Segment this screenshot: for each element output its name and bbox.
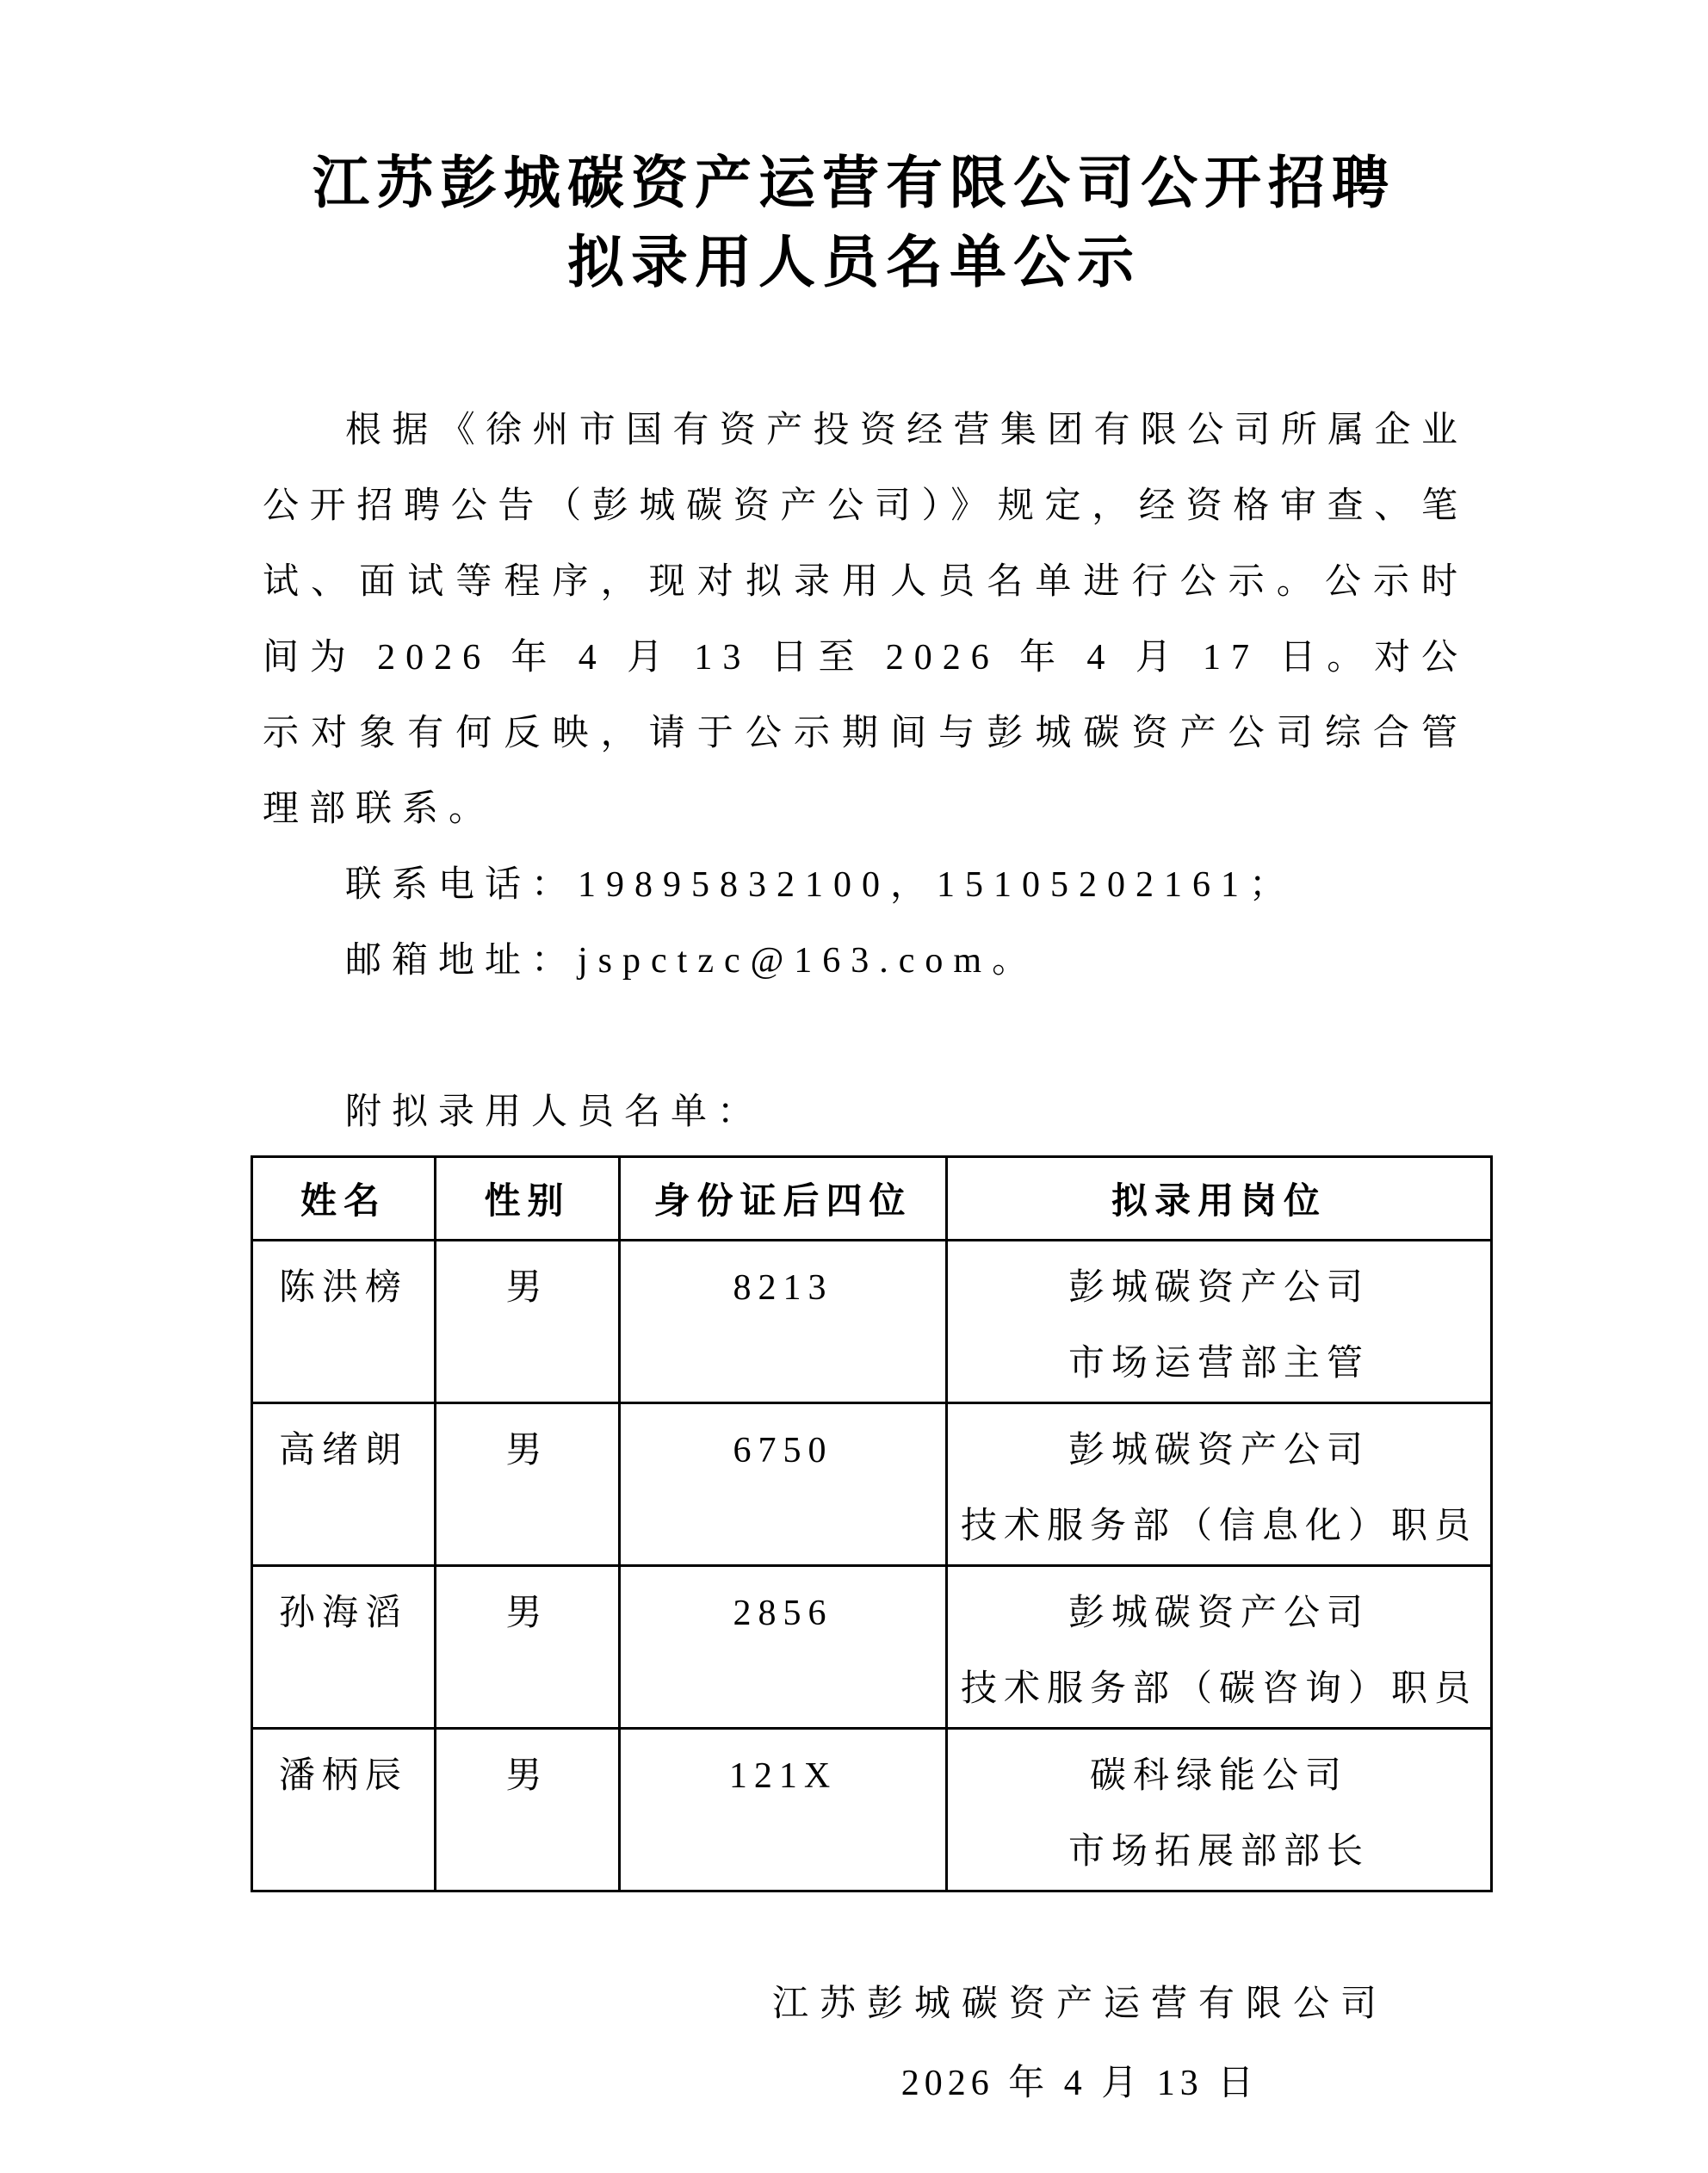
table-row — [252, 1729, 1492, 1891]
position-line-2: 技术服务部（信息化）职员 — [960, 1507, 1477, 1546]
table-row — [252, 1566, 1492, 1729]
table-row — [252, 1241, 1492, 1403]
cell-position — [947, 1566, 1492, 1729]
position-line-2: 技术服务部（碳咨询）职员 — [960, 1669, 1477, 1709]
cell-gender: 男 — [436, 1729, 620, 1891]
position-line-2: 市场运营部主管 — [1068, 1344, 1370, 1384]
title-line-2: 拟录用人员名单公示 — [567, 232, 1141, 294]
proposed-hires-table — [251, 1155, 1493, 1892]
position-line-1: 碳科绿能公司 — [1089, 1756, 1348, 1796]
table-header-row — [252, 1157, 1492, 1241]
header-name: 姓名 — [252, 1157, 436, 1241]
cell-gender: 男 — [436, 1566, 620, 1729]
cell-name: 陈洪榜 — [252, 1241, 436, 1403]
signature-company: 江苏彭城碳资产运营有限公司 — [771, 1984, 1388, 2024]
cell-position — [947, 1729, 1492, 1891]
cell-name: 潘柄辰 — [252, 1729, 436, 1891]
position-line-1: 彭城碳资产公司 — [1068, 1268, 1370, 1308]
cell-id-last4: 8213 — [620, 1241, 947, 1403]
position-line-2: 市场拓展部部长 — [1068, 1832, 1370, 1872]
signature-block — [772, 1965, 1388, 2123]
cell-id-last4: 6750 — [620, 1403, 947, 1566]
header-position: 拟录用岗位 — [947, 1157, 1492, 1241]
cell-id-last4: 121X — [620, 1729, 947, 1891]
signature-date: 2026 年 4 月 13 日 — [900, 2064, 1259, 2103]
body-paragraph: 根据《徐州市国有资产投资经营集团有限公司所属企业公开招聘公告（彭城碳资产公司）》规定，经资格审查、笔试、面试等程序，现对拟录用人员名单进行公示。公示时间为 2026 年 4 月 13 日至 2026 年 4 月 17 日。对公示对象有何反映，请于公示期间与彭城碳资产公司综合管理部联系。 — [263, 411, 1468, 829]
cell-gender: 男 — [436, 1241, 620, 1403]
contact-email-line: 邮箱地址：jspctzc@163.com。 — [345, 941, 1039, 981]
cell-name: 孙海滔 — [252, 1566, 436, 1729]
document-body — [263, 393, 1468, 1150]
cell-gender: 男 — [436, 1403, 620, 1566]
position-line-1: 彭城碳资产公司 — [1068, 1594, 1370, 1633]
cell-position — [947, 1241, 1492, 1403]
attachment-label: 附拟录用人员名单： — [345, 1093, 764, 1132]
table-row — [252, 1403, 1492, 1566]
cell-position — [947, 1403, 1492, 1566]
cell-name: 高绪朗 — [252, 1403, 436, 1566]
position-line-1: 彭城碳资产公司 — [1068, 1431, 1370, 1470]
contact-phone-line: 联系电话：19895832100，15105202161； — [345, 865, 1296, 905]
cell-id-last4: 2856 — [620, 1566, 947, 1729]
title-line-1: 江苏彭城碳资产运营有限公司公开招聘 — [313, 152, 1395, 215]
header-id-last4: 身份证后四位 — [620, 1157, 947, 1241]
header-gender: 性别 — [436, 1157, 620, 1241]
page-title — [0, 0, 1708, 303]
